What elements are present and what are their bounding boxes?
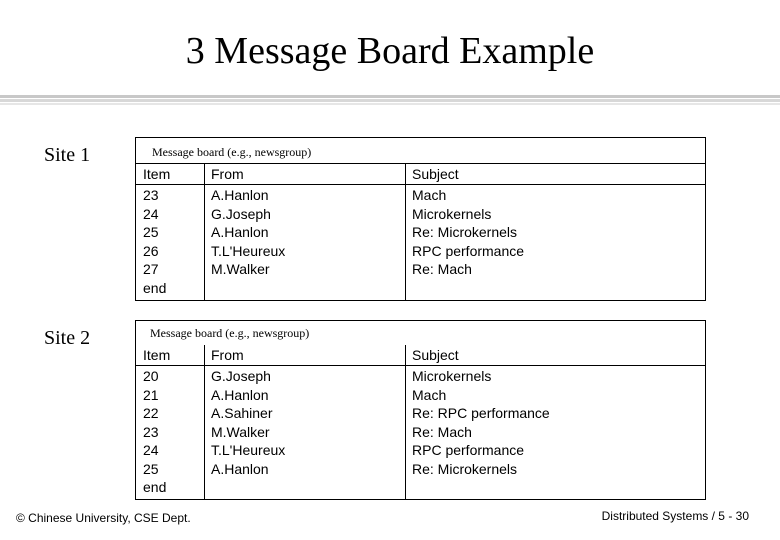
item-cell: end (143, 279, 167, 296)
item-cell: 24 (143, 205, 159, 222)
from-cell: A.Hanlon (211, 224, 269, 240)
subject-cell: Mach (412, 187, 447, 203)
from-cell: M.Walker (211, 423, 270, 440)
footer-copyright: © Chinese University, CSE Dept. (16, 511, 191, 525)
board-header-row (136, 345, 705, 366)
item-cell: 23 (143, 187, 159, 203)
item-cell: 26 (143, 242, 159, 259)
subject-cell: Re: Mach (412, 261, 472, 277)
item-column (136, 366, 205, 499)
item-cell: 22 (143, 405, 159, 421)
header-subject: Subject (412, 347, 459, 363)
from-cell: T.L'Heureux (211, 442, 286, 458)
item-cell: 20 (143, 368, 159, 384)
item-column (136, 185, 205, 300)
slide-title: 3 Message Board Example (185, 30, 595, 72)
item-cell: end (143, 479, 167, 495)
subject-column (406, 366, 705, 499)
subject-column (406, 185, 705, 300)
board-header-row (136, 164, 705, 185)
item-cell: 21 (143, 386, 159, 403)
from-column (205, 185, 406, 300)
site-2-label: Site 2 (44, 327, 91, 349)
subject-cell: Re: Microkernels (412, 460, 518, 477)
subject-cell: Mach (412, 386, 447, 403)
from-cell: T.L'Heureux (211, 242, 286, 259)
from-cell: A.Sahiner (211, 405, 273, 421)
item-cell: 27 (143, 261, 159, 277)
item-cell: 25 (143, 460, 159, 477)
item-cell: 24 (143, 442, 159, 458)
from-cell: M.Walker (211, 261, 270, 277)
title-divider (0, 95, 780, 105)
header-from: From (205, 345, 406, 365)
subject-cell: RPC performance (412, 242, 525, 259)
from-cell: A.Hanlon (211, 460, 269, 477)
subject-cell: Microkernels (412, 368, 492, 384)
header-item: Item (136, 345, 205, 365)
subject-cell: Re: RPC performance (412, 405, 550, 421)
from-cell: G.Joseph (211, 205, 271, 222)
header-item: Item (136, 164, 205, 184)
item-cell: 25 (143, 224, 159, 240)
from-cell: G.Joseph (211, 368, 271, 384)
board-caption: Message board (e.g., newsgroup) (136, 138, 705, 164)
subject-cell: Re: Mach (412, 423, 472, 440)
header-subject: Subject (412, 166, 459, 182)
board-body (136, 366, 705, 499)
subject-cell: Re: Microkernels (412, 224, 518, 240)
from-cell: A.Hanlon (211, 187, 269, 203)
message-board-site-1 (135, 137, 706, 301)
from-column (205, 366, 406, 499)
header-from: From (205, 164, 406, 184)
board-body (136, 185, 705, 300)
subject-cell: Microkernels (412, 205, 492, 222)
item-cell: 23 (143, 423, 159, 440)
footer-page-number: Distributed Systems / 5 - 30 (601, 509, 749, 523)
message-board-site-2 (135, 320, 706, 500)
site-1-label: Site 1 (44, 144, 91, 166)
subject-cell: RPC performance (412, 442, 525, 458)
from-cell: A.Hanlon (211, 386, 269, 403)
board-caption: Message board (e.g., newsgroup) (150, 326, 310, 340)
